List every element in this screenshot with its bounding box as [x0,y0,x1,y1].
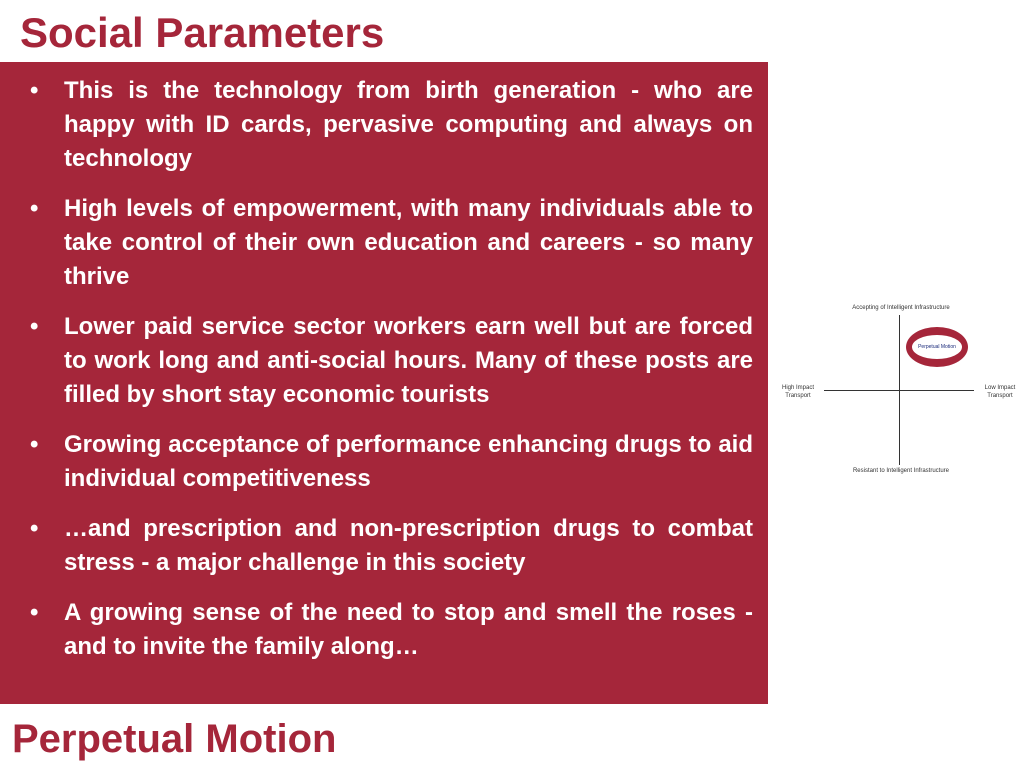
bullet-item [30,512,753,580]
bullet-text: A growing sense of the need to stop and smell the roses - and to invite the family along… [64,599,753,660]
right-axis-label: Low Impact Transport [984,385,1016,399]
bullet-list [30,74,753,680]
bottom-axis-label: Resistant to Intelligent Infrastructure [852,468,950,474]
horizontal-axis [824,390,974,391]
top-axis-label: Accepting of Intelligent Infrastructure [852,305,950,311]
bullet-marker: • [30,195,39,222]
bullet-marker: • [30,313,39,340]
bullet-marker: • [30,515,39,542]
bullet-marker: • [30,77,39,104]
bullet-text: This is the technology from birth generation - who are happy with ID cards, pervasive computing and always on technology [64,77,753,172]
highlighted-scenario-ellipse [906,327,968,367]
bullet-marker: • [30,431,39,458]
content-panel [0,62,768,704]
scenario-quadrant-diagram [776,300,1024,480]
bullet-text: Growing acceptance of performance enhancing drugs to aid individual competitiveness [64,431,753,492]
bullet-item [30,192,753,294]
bullet-item [30,310,753,412]
bullet-item [30,428,753,496]
bullet-marker: • [30,599,39,626]
bullet-text: Lower paid service sector workers earn well but are forced to work long and anti-social hours. Many of these posts are filled by short stay economic tourists [64,313,753,408]
highlighted-scenario-label: Perpetual Motion [912,335,962,359]
bullet-text: …and prescription and non-prescription drugs to combat stress - a major challenge in this society [64,515,753,576]
bullet-text: High levels of empowerment, with many individuals able to take control of their own education and careers - so many thrive [64,195,753,290]
slide-title: Social Parameters [20,9,385,56]
scenario-title: Perpetual Motion [12,717,337,761]
bullet-item [30,74,753,176]
bullet-item [30,596,753,664]
left-axis-label: High Impact Transport [781,385,814,399]
